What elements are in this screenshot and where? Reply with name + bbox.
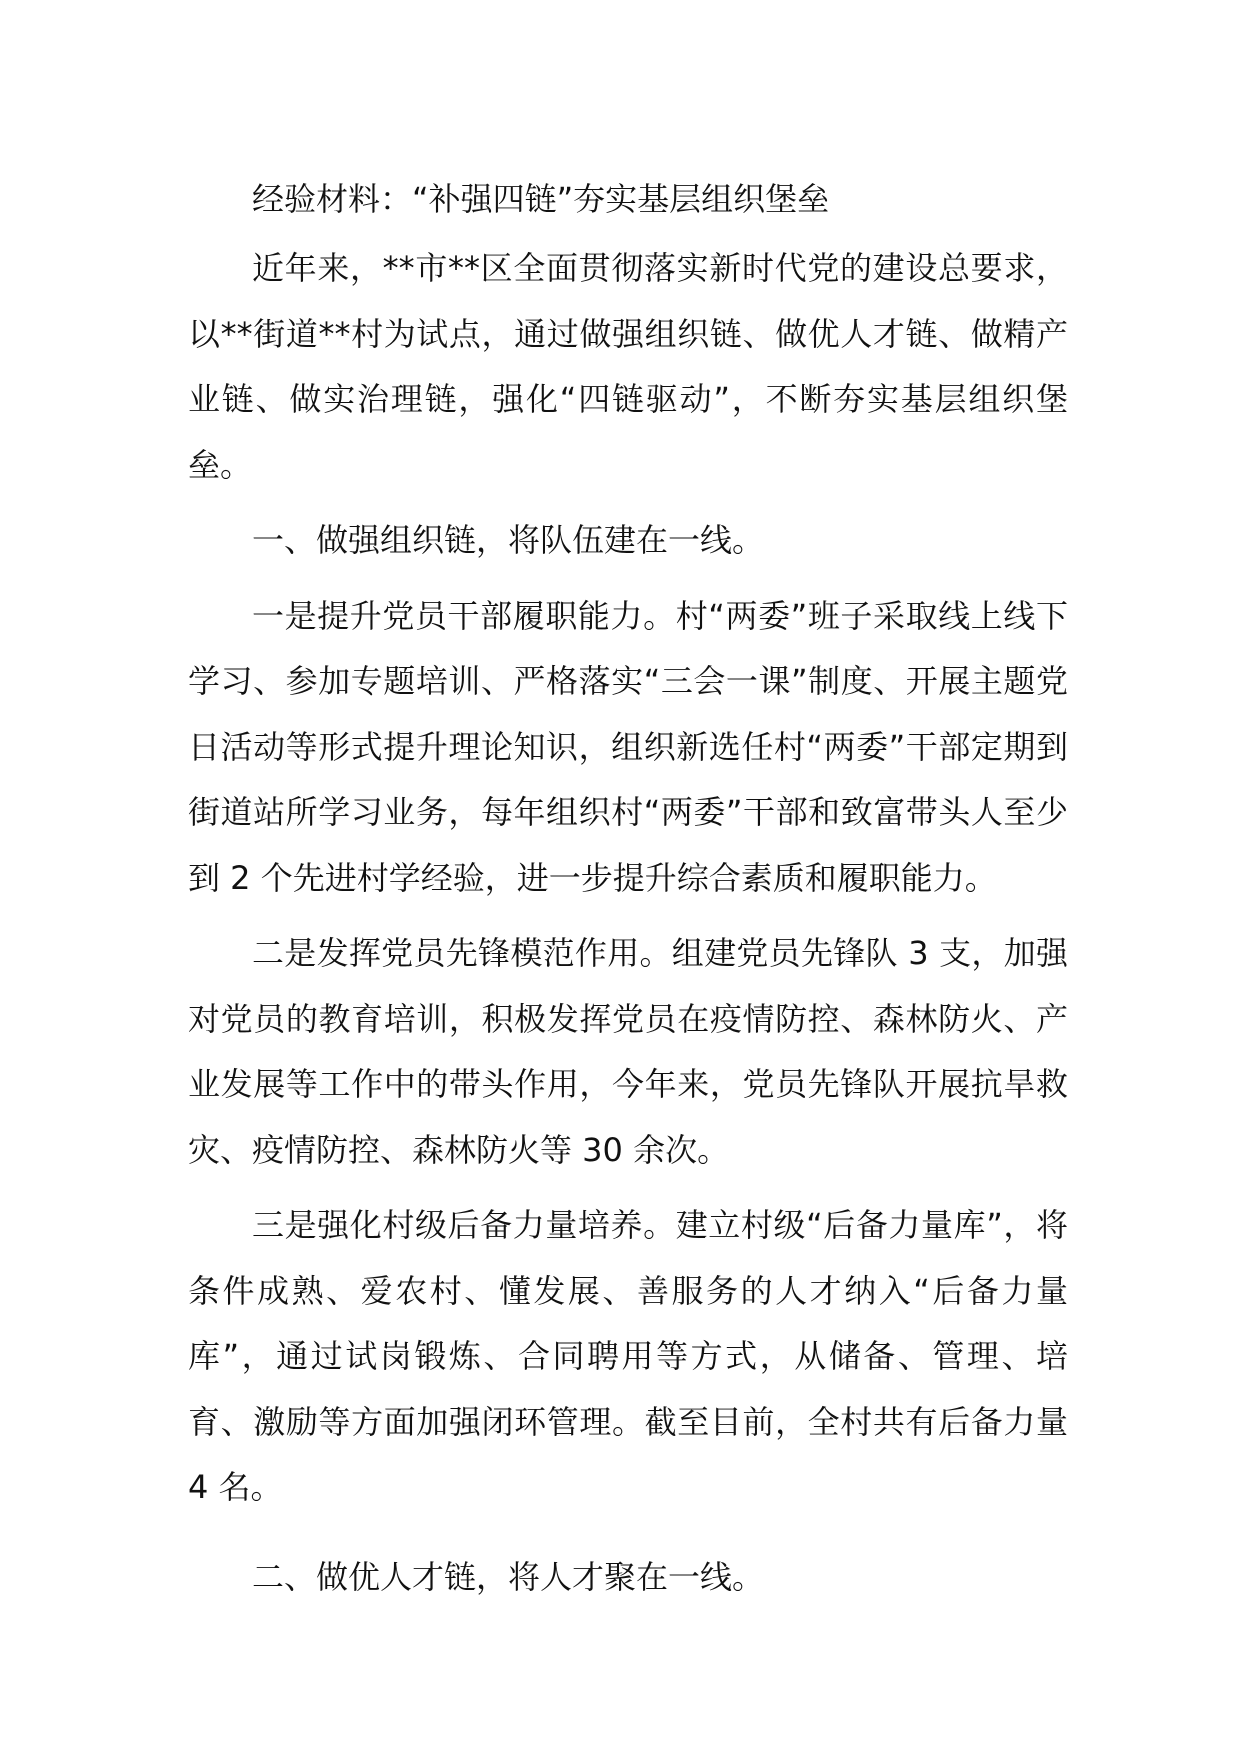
document-body — [188, 166, 1068, 1610]
section1-paragraph-3: 三是强化村级后备力量培养。建立村级“后备力量库”，将条件成熟、爱农村、懂发展、善服务的人才纳入“后备力量库”，通过试岗锻炼、合同聘用等方式，从储备、管理、培育、激励等方面加强闭环管理。截至目前，全村共有后备力量 4 名。 — [188, 1206, 1068, 1506]
section1-paragraph-2: 二是发挥党员先锋模范作用。组建党员先锋队 3 支，加强对党员的教育培训，积极发挥党员在疫情防控、森林防火、产业发展等工作中的带头作用，今年来，党员先锋队开展抗旱救灾、疫情防控、森林防火等 30 余次。 — [188, 934, 1068, 1169]
intro-paragraph: 近年来，**市**区全面贯彻落实新时代党的建设总要求，以**街道**村为试点，通过做强组织链、做优人才链、做精产业链、做实治理链，强化“四链驱动”，不断夯实基层组织堡垒。 — [188, 249, 1068, 484]
section-heading-1: 一、做强组织链，将队伍建在一线。 — [252, 521, 765, 559]
section-heading-2: 二、做优人才链，将人才聚在一线。 — [252, 1557, 765, 1596]
section1-paragraph-1: 一是提升党员干部履职能力。村“两委”班子采取线上线下学习、参加专题培训、严格落实“三会一课”制度、开展主题党日活动等形式提升理论知识，组织新选任村“两委”干部定期到街道站所学习业务，每年组织村“两委”干部和致富带头人至少到 2 个先进村学经验，进一步提升综合素质和履职能力。 — [188, 596, 1068, 897]
document-title: 经验材料：“补强四链”夯实基层组织堡垒 — [252, 180, 830, 218]
